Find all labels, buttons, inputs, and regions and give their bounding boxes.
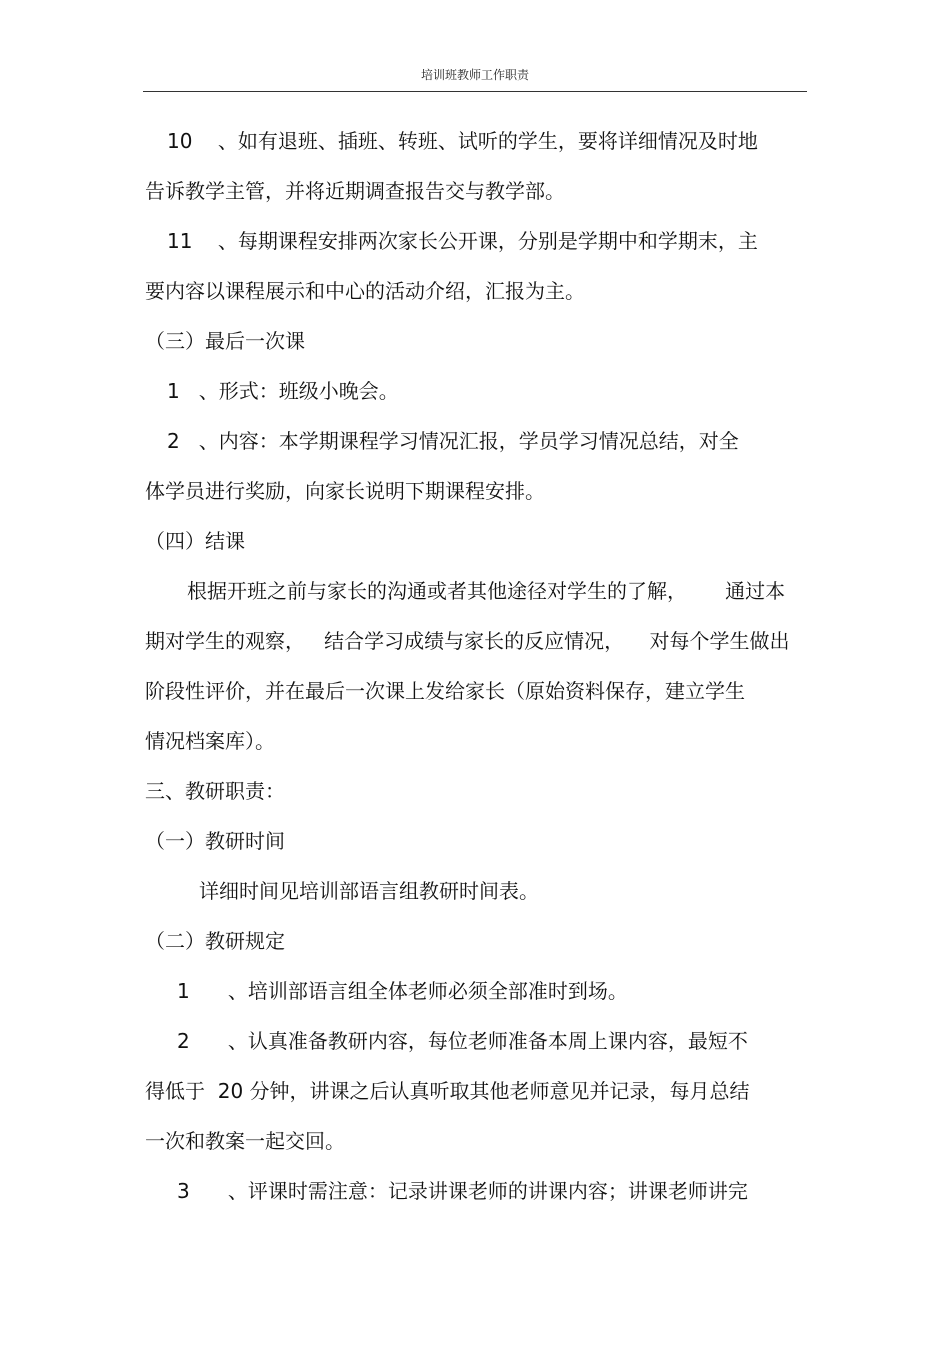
paragraph-line: 10 、如有退班、插班、转班、试听的学生，要将详细情况及时地: [167, 129, 758, 153]
paragraph-line: 详细时间见培训部语言组教研时间表。: [199, 879, 539, 903]
paragraph-line: 体学员进行奖励，向家长说明下期课程安排。: [145, 479, 545, 503]
paragraph-line: 11 、每期课程安排两次家长公开课，分别是学期中和学期末，主: [167, 229, 758, 253]
paragraph-line: 情况档案库）。: [145, 729, 275, 753]
paragraph-line: 1 、培训部语言组全体老师必须全部准时到场。: [177, 979, 628, 1003]
paragraph-line: 告诉教学主管，并将近期调查报告交与教学部。: [145, 179, 565, 203]
paragraph-line: 要内容以课程展示和中心的活动介绍，汇报为主。: [145, 279, 585, 303]
paragraph-line: 得低于 20 分钟，讲课之后认真听取其他老师意见并记录，每月总结: [145, 1079, 750, 1103]
paragraph-line: 3 、评课时需注意：记录讲课老师的讲课内容；讲课老师讲完: [177, 1179, 748, 1203]
paragraph-line: 一次和教案一起交回。: [145, 1129, 345, 1153]
paragraph-line: 2 、认真准备教研内容，每位老师准备本周上课内容，最短不: [177, 1029, 748, 1053]
paragraph-line: 2 、内容：本学期课程学习情况汇报，学员学习情况总结，对全: [167, 429, 739, 453]
paragraph-line: 阶段性评价，并在最后一次课上发给家长（原始资料保存，建立学生: [145, 679, 745, 703]
paragraph-line: 根据开班之前与家长的沟通或者其他途径对学生的了解， 通过本: [187, 579, 786, 603]
section-heading: （三）最后一次课: [145, 329, 305, 353]
paragraph-line: 1 、形式：班级小晚会。: [167, 379, 399, 403]
page-header-title: 培训班教师工作职责: [420, 68, 529, 82]
section-heading: 三、教研职责：: [145, 779, 285, 803]
header-divider: [143, 91, 807, 92]
section-heading: （一）教研时间: [145, 829, 285, 853]
section-heading: （四）结课: [145, 529, 245, 553]
paragraph-line: 期对学生的观察， 结合学习成绩与家长的反应情况， 对每个学生做出: [145, 629, 790, 653]
section-heading: （二）教研规定: [145, 929, 285, 953]
